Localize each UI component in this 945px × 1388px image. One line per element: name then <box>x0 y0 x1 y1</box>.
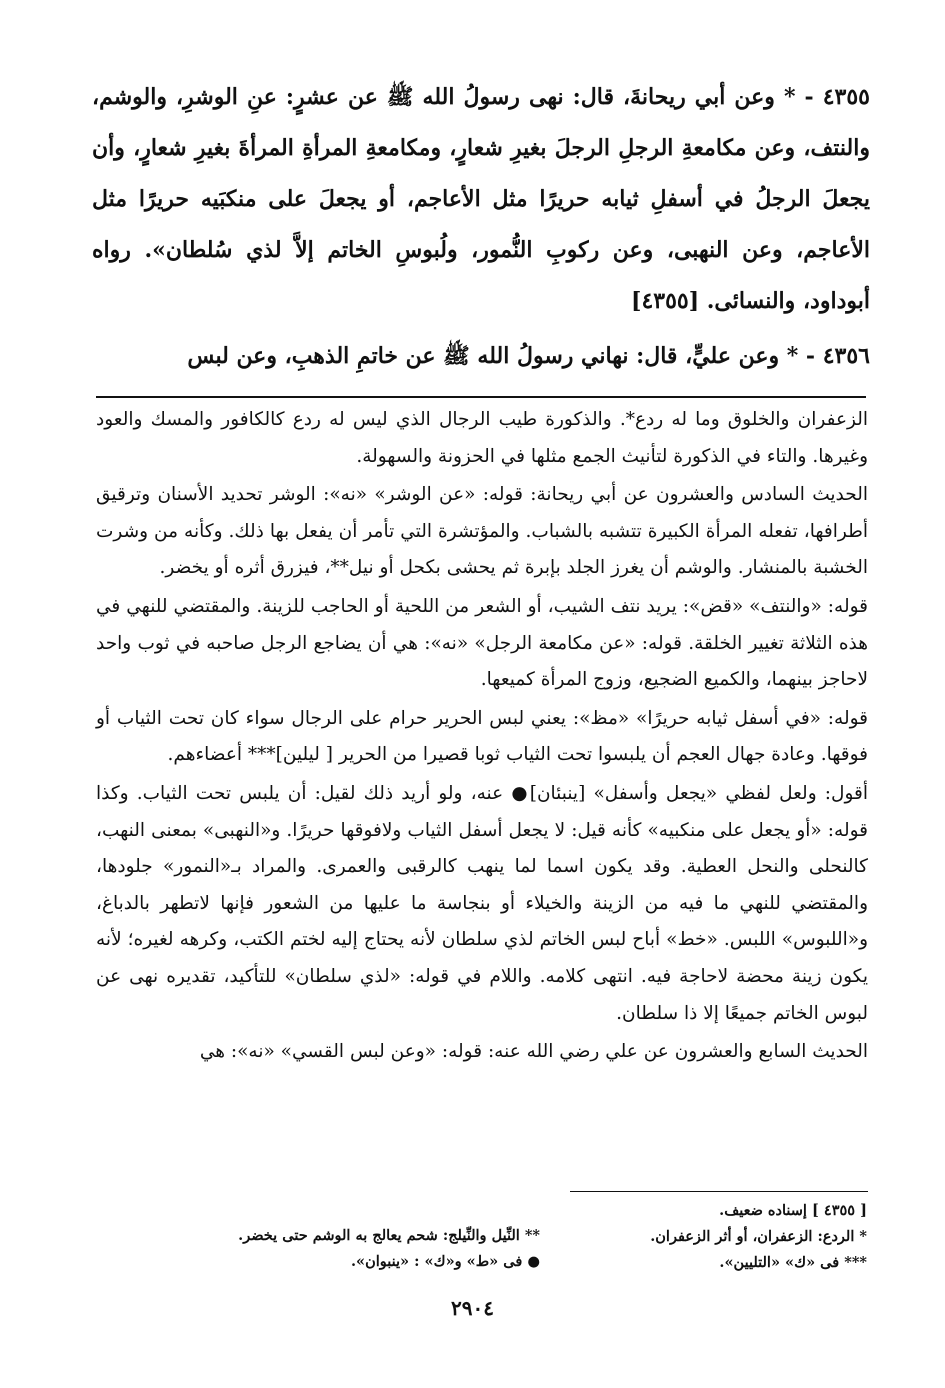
commentary-paragraph: قوله: «والنتف» «قض»: يريد نتف الشيب، أو الشعر من اللحية أو الحاجب للزينة. والمقتضي للنهي في هذه الثلاثة تغيير الخلقة. قوله: «عن مكامعة الرجل» «نه»: هي أن يضاجع الرجل صاحبه في ثوب واحد لاحاجز بينهما، والكميع الضجيع، وزوج المرأة كميعها. <box>96 595 868 691</box>
footnote: *** فى «ك» «التليين». <box>719 1254 867 1271</box>
page-number: ٢٩٠٤ <box>451 1296 494 1320</box>
commentary-paragraph: أقول: ولعل لفظي «يجعل وأسفل» [ينبئان]● عنه، ولو أريد ذلك لقيل: أن يلبس تحت الثياب. وكذا قوله: «أو يجعل على منكبيه» كأنه قيل: لا يجعل أسفل الثياب ولافوقها حريرًا. و«النهبى» بمعنى النهب، كالنحلى والنحل العطية. وقد يكون اسما لما ينهب كالرقبى والعمرى. والمراد بـ«النمور» جلودها، والمقتضي للنهي ما فيه من الزينة والخيلاء أو بنجاسة ما عليها من الشعور فإنها لاتطهر بالدباغ، و«اللبوس» اللبس. «خط» أباح لبس الخاتم لذي سلطان لأنه يحتاج إليه لختم الكتب، وكرهه لغيره؛ لأنه يكون زينة محضة لاحاجة فيه. انتهى كلامه. واللام في قوله: «لذي سلطان» للتأكيد، تقديره نهى عن لبوس الخاتم جميعًا إلا ذا سلطان. <box>96 782 868 1024</box>
hadith-4355: ٤٣٥٥ - * وعن أبي ريحانةَ، قال: نهى رسولُ الله ﷺ عن عشرٍ: عنِ الوشرِ، والوشم، والنتف، وعن مكامعةِ الرجلِ الرجلَ بغيرِ شعارٍ، ومكامعةِ المرأةِ المرأةَ بغيرِ شعارٍ، وأن يجعلَ الرجلُ في أسفلِ ثيابه حريرًا مثل الأعاجم، أو يجعلَ على منكبَيه حريرًا مثل الأعاجم، وعن النهبى، وعن ركوبِ النُّمور، ولُبوسِ الخاتم إلاَّ لذي سُلطان». رواه أبوداود، والنسائى. [٤٣٥٥] <box>92 84 870 314</box>
hadith-4356-start: ٤٣٥٦ - * وعن عليٍّ، قال: نهاني رسولُ الله ﷺ عن خاتمِ الذهبِ، وعن لبس <box>187 343 870 369</box>
commentary-paragraph: الحديث السادس والعشرون عن أبي ريحانة: قوله: «عن الوشر» «نه»: الوشر تحديد الأسنان وترقيق أطرافها، تفعله المرأة الكبيرة تتشبه بالشباب. والمؤتشرة التي تأمر أن يفعل بها ذلك. وكأنه من وشرت الخشبة بالمنشار. والوشم أن يغرز الجلد بإبرة ثم يحشى بكحل أو نيل**، فيزرق أثره أو يخضر. <box>96 484 868 579</box>
footnote: [ ٤٣٥٥ ] إسناده ضعيف. <box>719 1202 867 1219</box>
commentary <box>96 402 868 1071</box>
footnote: * الردع: الزعفران، أو أثر الزعفران. <box>650 1228 867 1245</box>
footnotes-left <box>110 1223 540 1275</box>
commentary-paragraph: قوله: «في أسفل ثيابه حريرًا» «مظ»: يعني لبس الحرير حرام على الرجال سواء كان تحت الثياب أو فوقها. وعادة جهال العجم أن يلبسوا تحت الثياب ثوبا قصيرا من الحرير [ ليلين]*** أعضاءهم. <box>96 707 868 766</box>
commentary-paragraph: الحديث السابع والعشرون عن علي رضي الله عنه: قوله: «وعن لبس القسي» «نه»: هي <box>199 1041 868 1063</box>
footnote: ** النِّيل والنِّيلج: شحم يعالج به الوشم حتى يخضر. <box>238 1227 540 1244</box>
commentary-paragraph: الزعفران والخلوق وما له ردع*. والذكورة طيب الرجال الذي ليس له ردع كالكافور والمسك والعود وغيرها. والتاء في الذكورة لتأنيث الجمع مثلها في الحزونة والسهولة. <box>96 409 868 467</box>
footnotes-right <box>567 1198 867 1276</box>
footnotes-divider <box>570 1191 868 1192</box>
commentary-divider <box>96 396 866 398</box>
footnote: ● فى «ط» و«ك» : «ينبوان». <box>350 1253 540 1270</box>
hadith-text <box>92 72 870 382</box>
